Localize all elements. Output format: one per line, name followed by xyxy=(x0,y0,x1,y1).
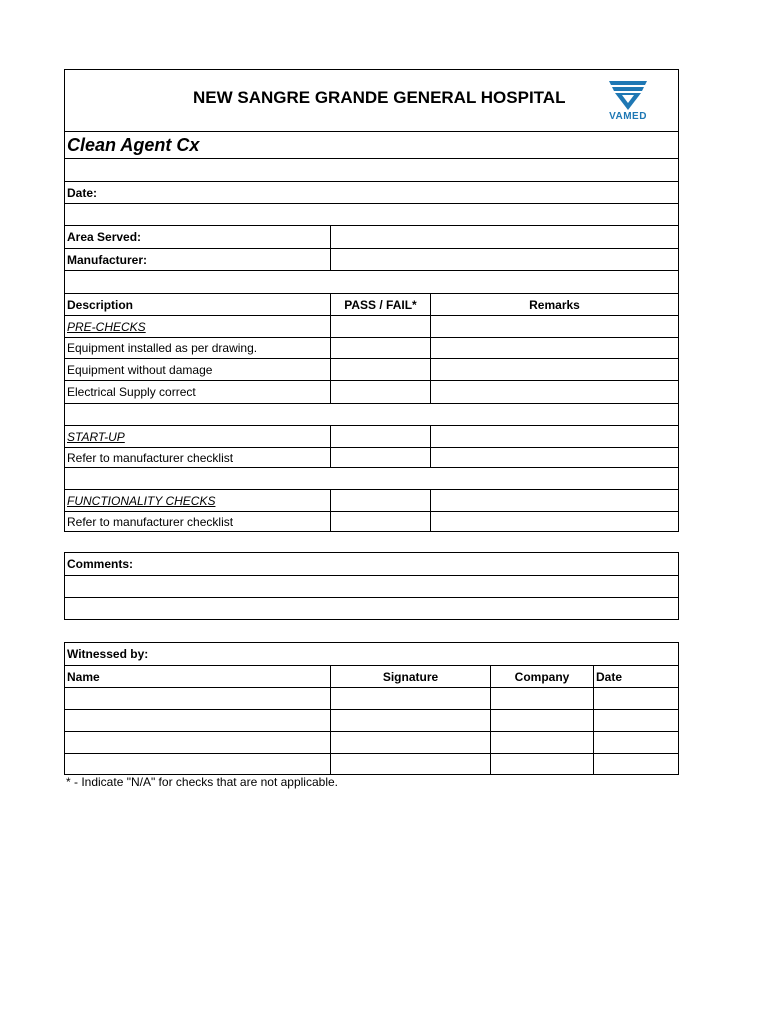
checklist-item: Electrical Supply correct xyxy=(67,385,196,399)
remarks-cell[interactable] xyxy=(430,512,678,531)
signature-cell[interactable] xyxy=(330,688,490,709)
checklist-row xyxy=(65,338,678,359)
form-main-table xyxy=(64,69,679,532)
company-cell[interactable] xyxy=(490,710,593,731)
vamed-logo-icon xyxy=(603,79,653,111)
checklist-row xyxy=(65,512,678,531)
pre-checks-heading-row xyxy=(65,316,678,338)
company-cell[interactable] xyxy=(490,754,593,774)
blank-row xyxy=(65,468,678,490)
pass-fail-header: PASS / FAIL* xyxy=(330,294,430,315)
area-served-row xyxy=(65,226,678,249)
signature-cell[interactable] xyxy=(330,710,490,731)
pass-fail-cell[interactable] xyxy=(330,426,430,447)
footnote: * - Indicate "N/A" for checks that are not applicable. xyxy=(66,775,338,789)
checklist-item: Refer to manufacturer checklist xyxy=(67,514,234,529)
date-cell[interactable] xyxy=(593,710,678,731)
checklist-row xyxy=(65,359,678,381)
checklist-row xyxy=(65,381,678,404)
checklist-item: Refer to manufacturer checklist xyxy=(67,450,234,465)
description-header: Description xyxy=(67,297,134,312)
pass-fail-cell[interactable] xyxy=(330,448,430,467)
area-served-field[interactable] xyxy=(330,226,678,248)
blank-row xyxy=(65,159,678,182)
checklist-header-row xyxy=(65,294,678,316)
pass-fail-cell[interactable] xyxy=(330,359,430,380)
remarks-cell[interactable] xyxy=(430,381,678,403)
witnessed-by-label: Witnessed by: xyxy=(67,647,149,661)
logo-text: VAMED xyxy=(609,111,647,122)
company-header: Company xyxy=(490,666,593,687)
pass-fail-cell[interactable] xyxy=(330,381,430,403)
name-header: Name xyxy=(67,669,100,684)
remarks-cell[interactable] xyxy=(430,338,678,358)
comments-label: Comments: xyxy=(67,557,134,571)
manufacturer-row xyxy=(65,249,678,271)
witness-row xyxy=(65,710,678,732)
company-cell[interactable] xyxy=(490,688,593,709)
remarks-cell[interactable] xyxy=(430,448,678,467)
hospital-name: NEW SANGRE GRANDE GENERAL HOSPITAL xyxy=(193,88,566,107)
date-header: Date xyxy=(593,666,678,687)
comments-label-row xyxy=(65,553,678,576)
name-cell[interactable] xyxy=(65,688,330,709)
signature-cell[interactable] xyxy=(330,754,490,774)
witness-row xyxy=(65,754,678,774)
witness-row xyxy=(65,732,678,754)
pass-fail-cell[interactable] xyxy=(330,490,430,511)
witness-row xyxy=(65,688,678,710)
signature-cell[interactable] xyxy=(330,732,490,753)
pass-fail-cell[interactable] xyxy=(330,512,430,531)
checklist-row xyxy=(65,448,678,468)
name-cell[interactable] xyxy=(65,732,330,753)
checklist-item: Equipment without damage xyxy=(67,362,213,377)
manufacturer-field[interactable] xyxy=(330,249,678,270)
pre-checks-heading: PRE-CHECKS xyxy=(67,319,146,334)
comments-line[interactable] xyxy=(65,576,678,598)
date-cell[interactable] xyxy=(593,688,678,709)
remarks-cell[interactable] xyxy=(430,316,678,337)
functionality-heading: FUNCTIONALITY CHECKS xyxy=(67,493,216,508)
comments-table xyxy=(64,552,679,620)
date-cell[interactable] xyxy=(593,732,678,753)
area-served-label: Area Served: xyxy=(67,230,142,244)
signature-header: Signature xyxy=(330,666,490,687)
witness-table xyxy=(64,642,679,775)
pass-fail-cell[interactable] xyxy=(330,316,430,337)
name-cell[interactable] xyxy=(65,754,330,774)
startup-heading-row xyxy=(65,426,678,448)
date-row[interactable] xyxy=(65,182,678,204)
form-title: Clean Agent Cx xyxy=(67,134,200,155)
witness-header-row xyxy=(65,666,678,688)
name-cell[interactable] xyxy=(65,710,330,731)
remarks-cell[interactable] xyxy=(430,426,678,447)
comments-line[interactable] xyxy=(65,598,678,619)
header-row xyxy=(65,70,678,132)
remarks-cell[interactable] xyxy=(430,490,678,511)
blank-row xyxy=(65,404,678,426)
blank-row xyxy=(65,271,678,294)
blank-row xyxy=(65,204,678,226)
form-title-row xyxy=(65,132,678,159)
pass-fail-cell[interactable] xyxy=(330,338,430,358)
startup-heading: START-UP xyxy=(67,429,125,444)
date-label: Date: xyxy=(67,185,98,200)
remarks-header: Remarks xyxy=(430,294,678,315)
checklist-item: Equipment installed as per drawing. xyxy=(67,341,258,355)
vamed-logo xyxy=(603,79,653,123)
remarks-cell[interactable] xyxy=(430,359,678,380)
witness-label-row xyxy=(65,643,678,666)
functionality-heading-row xyxy=(65,490,678,512)
date-cell[interactable] xyxy=(593,754,678,774)
company-cell[interactable] xyxy=(490,732,593,753)
manufacturer-label: Manufacturer: xyxy=(67,252,148,267)
